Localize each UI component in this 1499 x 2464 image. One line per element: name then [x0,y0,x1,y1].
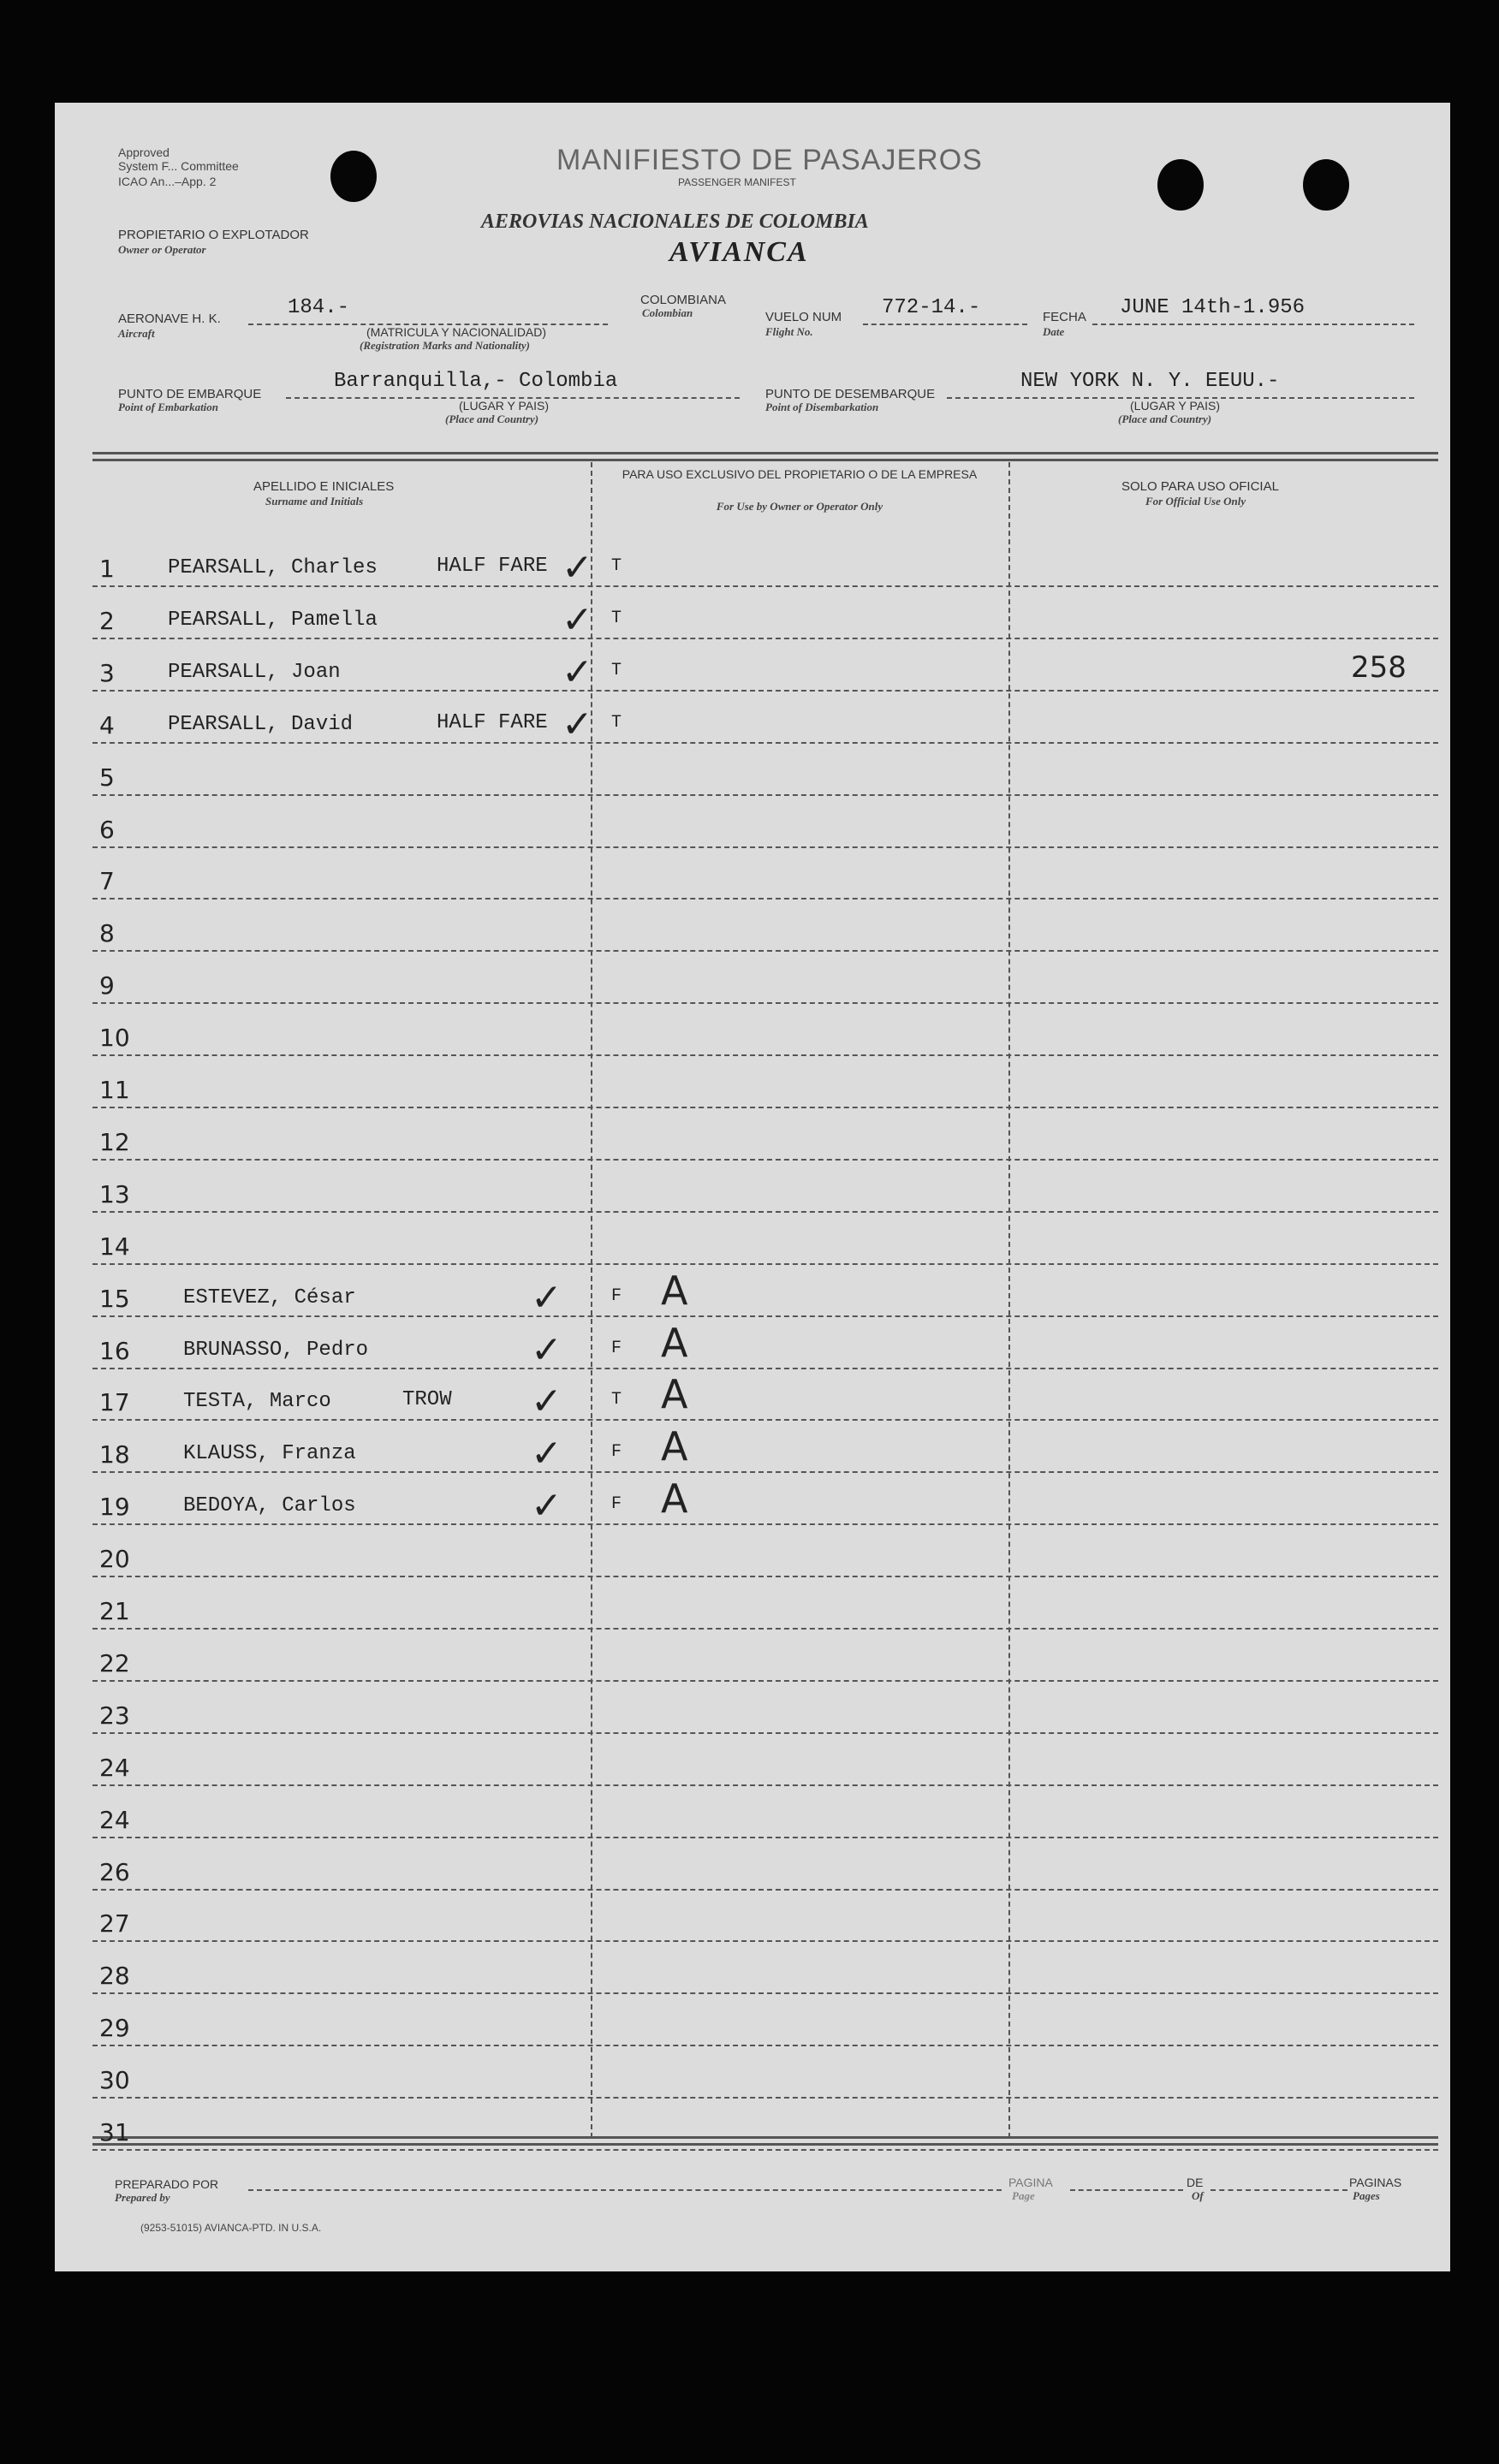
check-mark: ✓ [531,1276,562,1320]
column-divider [1008,462,1010,2138]
row-rule [92,1576,1438,1577]
passenger-name: KLAUSS, Franza [183,1442,356,1465]
fare-code: T [611,661,622,680]
nationality-en: Colombian [642,306,693,319]
of-label-en: Of [1192,2189,1204,2202]
fare-code: F [611,1339,622,1358]
row-rule [92,1889,1438,1891]
disembark-place-label-en: (Place and Country) [1118,413,1212,425]
of-line [1211,2189,1347,2191]
embark-place-label-en: (Place and Country) [445,413,539,425]
row-rule [92,1732,1438,1734]
approval-line: System F... Committee [118,159,239,173]
row-number: 20 [99,1545,130,1573]
check-mark: ✓ [562,703,593,746]
row-number: 17 [99,1388,130,1416]
passenger-name: BRUNASSO, Pedro [183,1339,369,1362]
registration-label-en: (Registration Marks and Nationality) [360,339,530,352]
handwritten-letter: A [661,1423,688,1469]
check-mark: ✓ [562,546,593,590]
row-number: 7 [99,867,115,895]
pages-label-en: Pages [1353,2189,1380,2202]
of-label: DE [1187,2176,1204,2189]
check-mark: ✓ [562,650,593,694]
company-column-header: PARA USO EXCLUSIVO DEL PROPIETARIO O DE LA EMPRESA [622,467,978,481]
manifest-sheet [55,103,1450,2271]
owner-label: PROPIETARIO O EXPLOTADOR [118,228,309,242]
row-number: 14 [99,1232,130,1261]
check-mark: ✓ [531,1484,562,1528]
fare-code: T [611,713,622,733]
row-rule [92,1159,1438,1161]
official-column-header: SOLO PARA USO OFICIAL [1121,479,1279,494]
row-number: 22 [99,1649,130,1677]
aircraft-label-en: Aircraft [118,327,155,340]
row-number: 24 [99,1806,130,1834]
disembark-label: PUNTO DE DESEMBARQUE [765,387,936,401]
fare-note: HALF FARE [437,711,548,734]
row-rule [92,1315,1438,1317]
print-code: (9253-51015) AVIANCA-PTD. IN U.S.A. [140,2222,322,2234]
row-rule [92,1784,1438,1786]
row-number: 29 [99,2014,130,2042]
flight-line [863,324,1027,325]
disembark-place-label: (LUGAR Y PAIS) [1130,399,1221,413]
row-rule [92,1211,1438,1213]
row-rule [92,1002,1438,1004]
company-column-header-en: For Use by Owner or Operator Only [716,500,883,513]
page-label: PAGINA [1008,2176,1053,2189]
check-mark: ✓ [531,1432,562,1475]
row-rule [92,1940,1438,1942]
row-number: 19 [99,1493,130,1521]
row-rule [92,1523,1438,1525]
row-number: 23 [99,1701,130,1730]
row-rule [92,794,1438,796]
embark-label-en: Point of Embarkation [118,401,219,413]
row-rule [92,2149,1438,2151]
row-rule [92,1419,1438,1421]
punch-hole [1303,159,1349,211]
passenger-name: PEARSALL, Pamella [168,609,378,632]
row-number: 10 [99,1024,130,1052]
handwritten-letter: A [661,1475,688,1522]
row-number: 9 [99,971,115,1000]
page-line [1070,2189,1183,2191]
row-rule [92,1471,1438,1473]
fare-code: T [611,556,622,576]
row-number: 2 [99,607,115,635]
row-rule [92,950,1438,952]
registration-label: (MATRICULA Y NACIONALIDAD) [366,325,547,339]
official-number: 258 [1351,650,1407,685]
passenger-name: PEARSALL, Charles [168,556,378,579]
row-number: 11 [99,1076,130,1104]
row-number: 18 [99,1440,130,1469]
prepared-label: PREPARADO POR [115,2177,219,2191]
row-number: 4 [99,711,115,739]
flight-label-en: Flight No. [765,325,813,338]
row-number: 12 [99,1128,130,1156]
passenger-name: TESTA, Marco [183,1390,331,1413]
row-rule [92,1107,1438,1108]
row-rule [92,585,1438,587]
row-rule [92,638,1438,639]
form-title: MANIFIESTO DE PASAJEROS [556,144,983,176]
fare-code: T [611,1390,622,1410]
row-number: 3 [99,659,115,687]
handwritten-letter: A [661,1320,688,1366]
embark-label: PUNTO DE EMBARQUE [118,387,262,401]
nationality: COLOMBIANA [640,293,727,307]
row-number: 30 [99,2066,130,2094]
row-number: 24 [99,1754,130,1782]
table-bottom-rule [92,2136,1438,2139]
check-mark: ✓ [531,1380,562,1423]
prepared-line [248,2189,1002,2191]
row-rule [92,1680,1438,1682]
passenger-name: PEARSALL, Joan [168,661,341,684]
page-label-en: Page [1012,2189,1035,2202]
row-rule [92,690,1438,692]
name-column-header-en: Surname and Initials [265,495,364,508]
table-bottom-rule [92,2143,1438,2146]
row-number: 26 [99,1858,130,1886]
pages-label: PAGINAS [1349,2176,1402,2189]
form-title-en: PASSENGER MANIFEST [678,176,796,188]
row-rule [92,1628,1438,1630]
date-value: JUNE 14th-1.956 [1120,296,1306,319]
fare-note: HALF FARE [437,555,548,578]
owner-label-en: Owner or Operator [118,243,206,256]
table-top-rule [92,459,1438,461]
fare-note: TROW [402,1388,452,1411]
row-number: 15 [99,1285,130,1313]
flight-label: VUELO NUM [765,310,842,324]
company-short: AVIANCA [669,236,809,268]
check-mark: ✓ [531,1328,562,1372]
handwritten-letter: A [661,1268,688,1314]
disembark-label-en: Point of Disembarkation [765,401,879,413]
row-number: 8 [99,919,115,947]
row-rule [92,1054,1438,1056]
approval-line: Approved [118,145,170,159]
handwritten-letter: A [661,1371,688,1417]
punch-hole [330,151,377,202]
row-rule [92,846,1438,848]
passenger-name: ESTEVEZ, César [183,1286,356,1309]
flight-value: 772-14.- [882,296,981,319]
row-number: 27 [99,1909,130,1938]
official-column-header-en: For Official Use Only [1145,495,1246,508]
row-number: 6 [99,816,115,844]
row-number: 13 [99,1180,130,1208]
table-top-rule [92,452,1438,454]
row-rule [92,1837,1438,1838]
fare-code: T [611,609,622,628]
aircraft-label: AERONAVE H. K. [118,312,221,326]
check-mark: ✓ [562,598,593,642]
passenger-name: PEARSALL, David [168,713,354,736]
row-number: 31 [99,2118,130,2146]
row-rule [92,2097,1438,2099]
passenger-name: BEDOYA, Carlos [183,1494,356,1517]
row-rule [92,1263,1438,1265]
row-rule [92,742,1438,744]
name-column-header: APELLIDO E INICIALES [253,479,395,494]
row-number: 16 [99,1337,130,1365]
embark-value: Barranquilla,- Colombia [334,370,618,393]
fare-code: F [611,1286,622,1306]
row-number: 1 [99,555,115,583]
row-rule [92,1368,1438,1369]
row-rule [92,898,1438,900]
row-number: 28 [99,1962,130,1990]
row-rule [92,2045,1438,2046]
punch-hole [1157,159,1204,211]
row-number: 21 [99,1597,130,1625]
row-rule [92,1992,1438,1994]
disembark-value: NEW YORK N. Y. EEUU.- [1020,370,1280,393]
company-name: AEROVIAS NACIONALES DE COLOMBIA [481,211,869,233]
embark-place-label: (LUGAR Y PAIS) [459,399,550,413]
row-number: 5 [99,763,115,792]
aircraft-value: 184.- [288,296,350,319]
approval-line: ICAO An...–App. 2 [118,175,217,188]
fare-code: F [611,1442,622,1462]
date-line [1092,324,1414,325]
prepared-label-en: Prepared by [115,2191,170,2204]
date-label: FECHA [1043,310,1086,324]
fare-code: F [611,1494,622,1514]
date-label-en: Date [1043,325,1065,338]
